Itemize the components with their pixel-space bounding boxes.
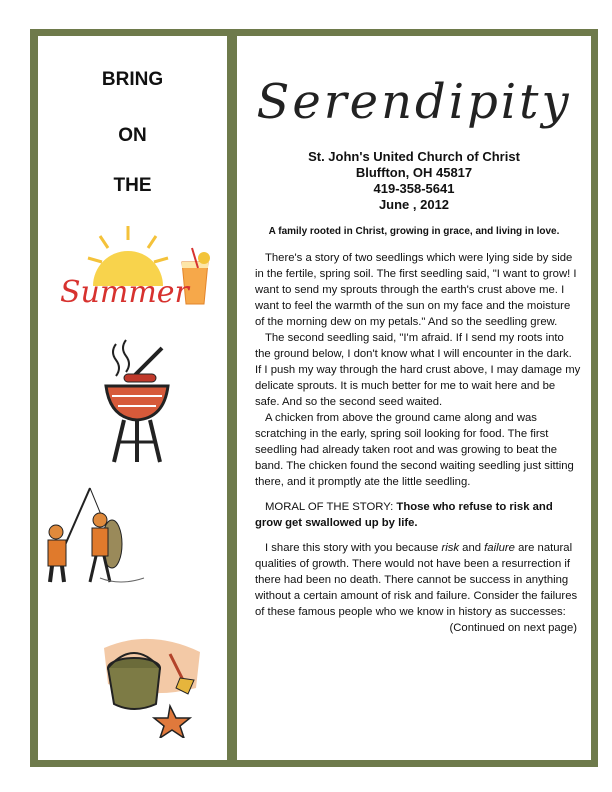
- share-paragraph: [255, 540, 581, 620]
- summer-word: Summer: [60, 275, 189, 310]
- article-body: [255, 250, 581, 636]
- share-risk: risk: [441, 542, 460, 554]
- share-text-a: I share this story with you because: [265, 542, 442, 554]
- moral-text: Those who refuse to risk and grow get swallowed up by life.: [255, 501, 553, 529]
- newsletter-title: Serendipity: [256, 74, 572, 130]
- beach-bucket-icon: [100, 628, 210, 738]
- moral-label: MORAL OF THE STORY:: [265, 501, 397, 513]
- church-phone: 419-358-5641: [373, 181, 455, 196]
- church-city: Bluffton, OH 45817: [355, 165, 473, 180]
- newsletter-date: June , 2012: [378, 197, 450, 212]
- share-and: and: [459, 542, 485, 554]
- fishing-clipart: [40, 482, 160, 587]
- main-column: [237, 36, 591, 760]
- story-paragraph-3: A chicken from above the ground came along and was scratching in the early, spring soil looking for food. The first seedling had already taken root and was growing to beat the band. The chicken found the second waiting seedling just sitting there, and it promptly ate the little seedling.: [255, 412, 574, 488]
- continued-note: (Continued on next page): [449, 622, 577, 634]
- tagline: A family rooted in Christ, growing in grace, and living in love.: [268, 226, 560, 237]
- story-paragraph-2: The second seedling said, "I'm afraid. If I send my roots into the ground below, I don't know what I will encounter in the dark. If I push my way through the hard crust above, I may damage my delicate sprouts. It is much better for me to wait here and be safe. And so the second seed waited.: [255, 332, 581, 408]
- sidebar-the: THE: [113, 175, 152, 196]
- sidebar: [38, 36, 227, 760]
- summer-clipart: [58, 224, 218, 314]
- grill-icon: [96, 336, 176, 466]
- beach-clipart: [100, 628, 210, 738]
- story-paragraph-1: There's a story of two seedlings which were lying side by side in the fertile, spring soil. The first seedling said, "I want to grow! I want to send my sprouts through the earth's crust above me. I want to feel the warmth of the sun on my face and the moisture of the morning dew on my petals." And so the seedling grew.: [255, 252, 577, 328]
- church-info: [237, 149, 591, 213]
- sun-drink-icon: [58, 224, 218, 314]
- sidebar-on: ON: [118, 125, 147, 146]
- moral-paragraph: [255, 499, 581, 531]
- church-name: St. John's United Church of Christ: [308, 149, 520, 164]
- share-text-b: are natural qualities of growth. There would not have been a resurrection if there had been no death. There cannot be success in anything without a certain amount of risk and failure. Consider the failures of these famous people who we know in history as successes:: [255, 542, 578, 618]
- share-failure: failure: [484, 542, 515, 554]
- grill-clipart: [96, 336, 176, 466]
- fishing-icon: [40, 482, 160, 587]
- sidebar-bring: BRING: [101, 69, 164, 90]
